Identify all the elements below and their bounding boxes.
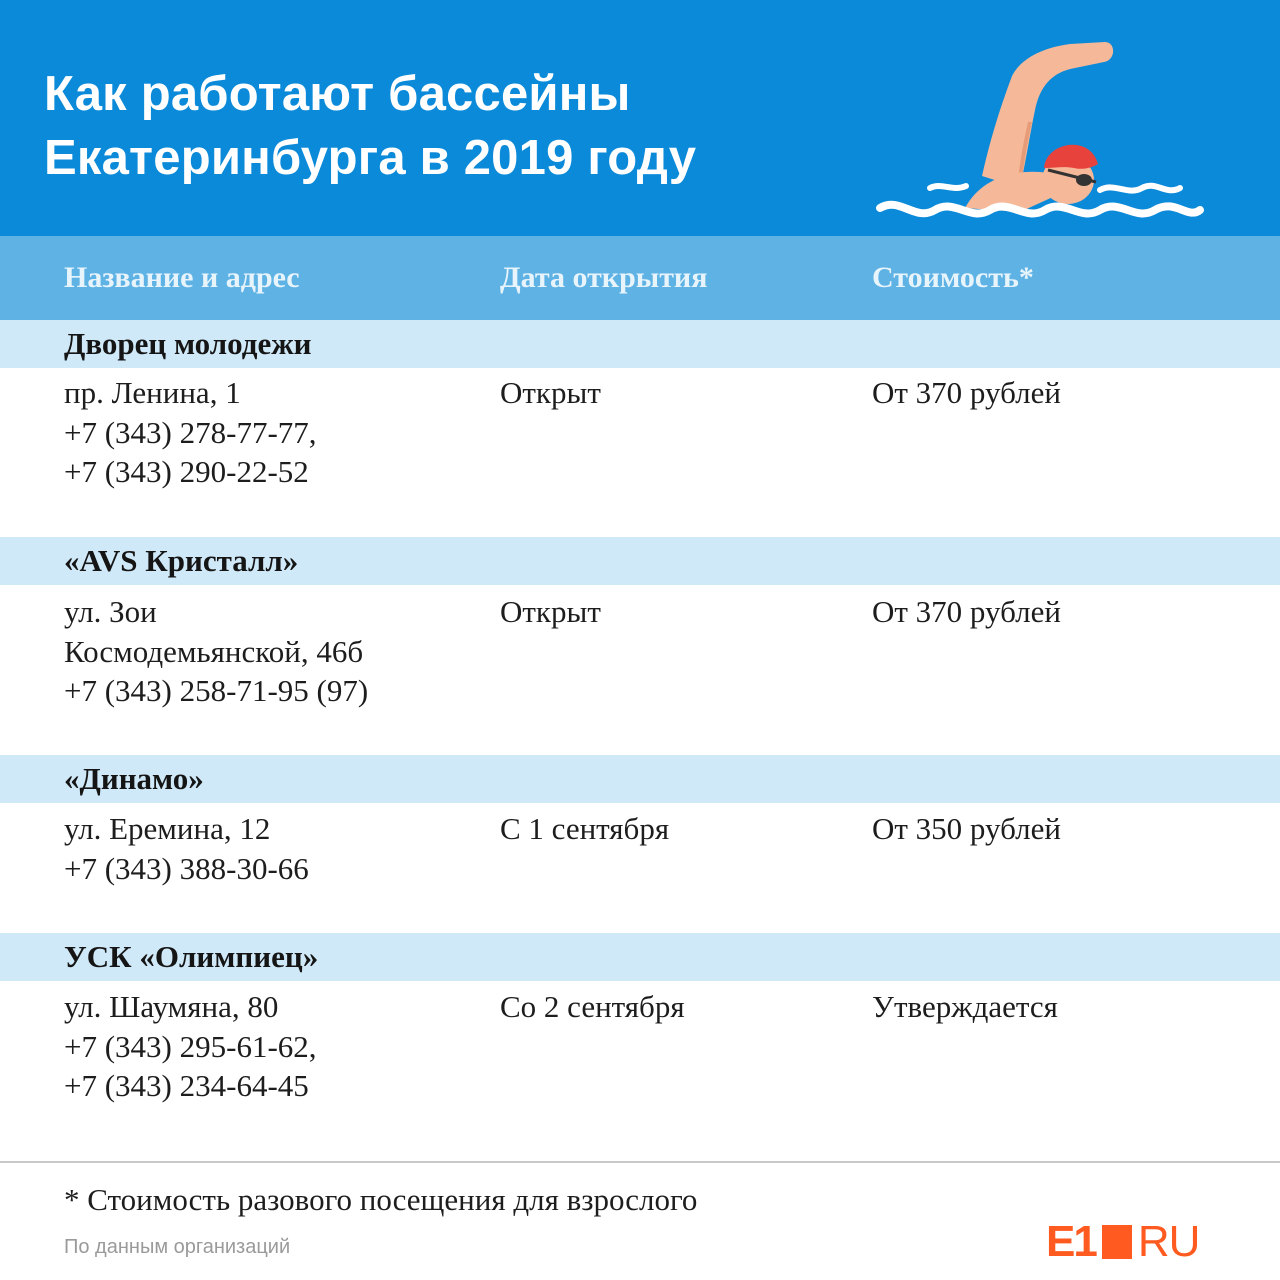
header-banner [0,0,1280,236]
address-line: ул. Шаумяна, 80 [64,989,279,1024]
footer-divider [0,1161,1280,1163]
address-line: пр. Ленина, 1 [64,375,241,410]
column-header-opening: Дата открытия [500,261,708,294]
address-line: +7 (343) 388-30-66 [64,850,309,886]
address-line: ул. Еремина, 12 [64,811,271,846]
address-line: +7 (343) 234-64-45 [64,1068,309,1103]
logo-text-left: E1 [1046,1217,1096,1266]
column-header-name: Название и адрес [64,261,300,294]
pool-price: От 370 рублей [872,594,1061,629]
address-line: +7 (343) 278-77-77, [64,414,317,450]
pool-opening: Открыт [500,594,601,629]
swimmer-icon [870,30,1210,230]
source-note: По данным организаций [64,1236,291,1258]
pool-address [64,373,317,492]
column-header-price: Стоимость* [872,261,1034,294]
pool-name: Дворец молодежи [64,326,312,361]
pool-opening: Со 2 сентября [500,989,685,1024]
e1-logo [1046,1217,1200,1266]
pool-name-bar [0,755,1280,803]
address-line: Космодемьянской, 46б [64,633,364,669]
address-line: +7 (343) 258-71-95 (97) [64,673,369,708]
pool-name-bar [0,933,1280,981]
pool-price: От 350 рублей [872,811,1061,846]
pool-address [64,592,368,711]
pool-price: Утверждается [872,989,1058,1024]
pool-opening: Открыт [500,375,601,410]
title-line-1: Как работают бассейны [44,67,631,121]
price-footnote: * Стоимость разового посещения для взрослого [64,1182,698,1217]
pool-name: «AVS Кристалл» [64,543,299,578]
pool-name: УСК «Олимпиец» [64,939,319,974]
logo-text-right: RU [1137,1217,1200,1266]
pool-address [64,987,317,1106]
pool-opening: С 1 сентября [500,811,670,846]
address-line: +7 (343) 295-61-62, [64,1028,317,1064]
table-header [0,236,1280,320]
pool-price: От 370 рублей [872,375,1061,410]
logo-square-icon [1102,1225,1132,1259]
pool-name-bar [0,320,1280,368]
pool-address [64,809,309,888]
address-line: +7 (343) 290-22-52 [64,454,309,489]
pool-name: «Динамо» [64,761,204,796]
pool-name-bar [0,537,1280,585]
title-line-2: Екатеринбурга в 2019 году [44,131,697,185]
address-line: ул. Зои [64,594,157,629]
page-title [44,62,844,190]
